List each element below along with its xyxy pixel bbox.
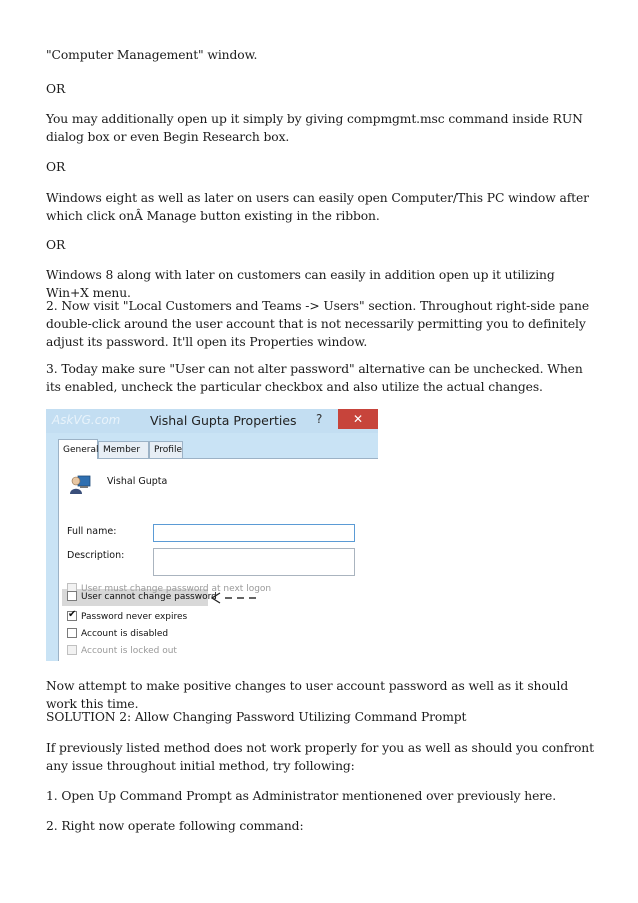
checkbox-icon xyxy=(67,628,77,638)
properties-dialog-screenshot xyxy=(46,409,378,661)
dialog-titlebar xyxy=(46,409,378,433)
description-label: Description: xyxy=(67,550,125,561)
checkbox-account-disabled[interactable]: Account is disabled xyxy=(67,627,168,641)
checkbox-icon xyxy=(67,591,77,601)
checkbox-cannot-change-password[interactable]: User cannot change password xyxy=(67,590,217,604)
tab-general[interactable]: General xyxy=(58,439,98,459)
full-name-field[interactable] xyxy=(153,524,355,542)
full-name-label: Full name: xyxy=(67,526,117,537)
checkbox-must-change-password[interactable]: User must change password at next logon xyxy=(67,582,271,596)
watermark: AskVG.com xyxy=(52,413,121,427)
paragraph: "Computer Management" window. xyxy=(46,48,258,62)
checkbox-password-never-expires[interactable]: ✔ Password never expires xyxy=(68,609,188,622)
tab-member-of[interactable]: Member xyxy=(98,441,149,458)
paragraph: OR xyxy=(46,82,66,96)
paragraph: OR xyxy=(46,160,66,174)
paragraph: Now attempt to make positive changes to user account password as well as it should work this time. xyxy=(46,679,569,711)
paragraph: If previously listed method does not work properly for you as well as should you confront any issue throughout initial method, try following: xyxy=(46,741,594,773)
user-display-name: Vishal Gupta xyxy=(107,476,168,487)
paragraph: Windows eight as well as later on users can easily open Computer/This PC window after which click onÂ Manage button existing in the ribbon. xyxy=(46,191,589,223)
checkmark-icon: ✔ xyxy=(68,609,77,620)
paragraph: OR xyxy=(46,238,66,252)
checkbox-icon xyxy=(67,645,77,655)
general-panel xyxy=(58,458,378,661)
help-icon[interactable]: ? xyxy=(316,412,323,426)
paragraph: SOLUTION 2: Allow Changing Password Utilizing Command Prompt xyxy=(46,710,467,724)
description-field[interactable] xyxy=(153,548,355,576)
paragraph: 2. Right now operate following command: xyxy=(46,819,304,833)
dialog-title: Vishal Gupta Properties xyxy=(150,413,297,428)
checkbox-account-locked-out[interactable]: Account is locked out xyxy=(67,644,177,658)
paragraph: 1. Open Up Command Prompt as Administrator mentionened over previously here. xyxy=(46,789,557,803)
tab-profile[interactable]: Profile xyxy=(149,441,183,458)
paragraph: You may additionally open up it simply by giving compmgmt.msc command inside RUN dialog box or even Begin Research box. xyxy=(46,112,583,144)
close-button[interactable]: ✕ xyxy=(338,409,378,429)
left-arrow-icon xyxy=(211,592,263,604)
paragraph: Windows 8 along with later on customers can easily in addition open up it utilizing Win+X menu. xyxy=(46,268,555,300)
paragraph: 3. Today make sure "User can not alter password" alternative can be unchecked. When its enabled, uncheck the particular checkbox and also utilize the actual changes. xyxy=(46,362,583,394)
paragraph: 2. Now visit "Local Customers and Teams -> Users" section. Throughout right-side pane double-click around the user account that is not necessarily permitting you to definitely adjust its password. It'll open its Properties window. xyxy=(46,299,590,349)
user-icon xyxy=(69,473,91,495)
checkbox-icon xyxy=(67,611,77,621)
